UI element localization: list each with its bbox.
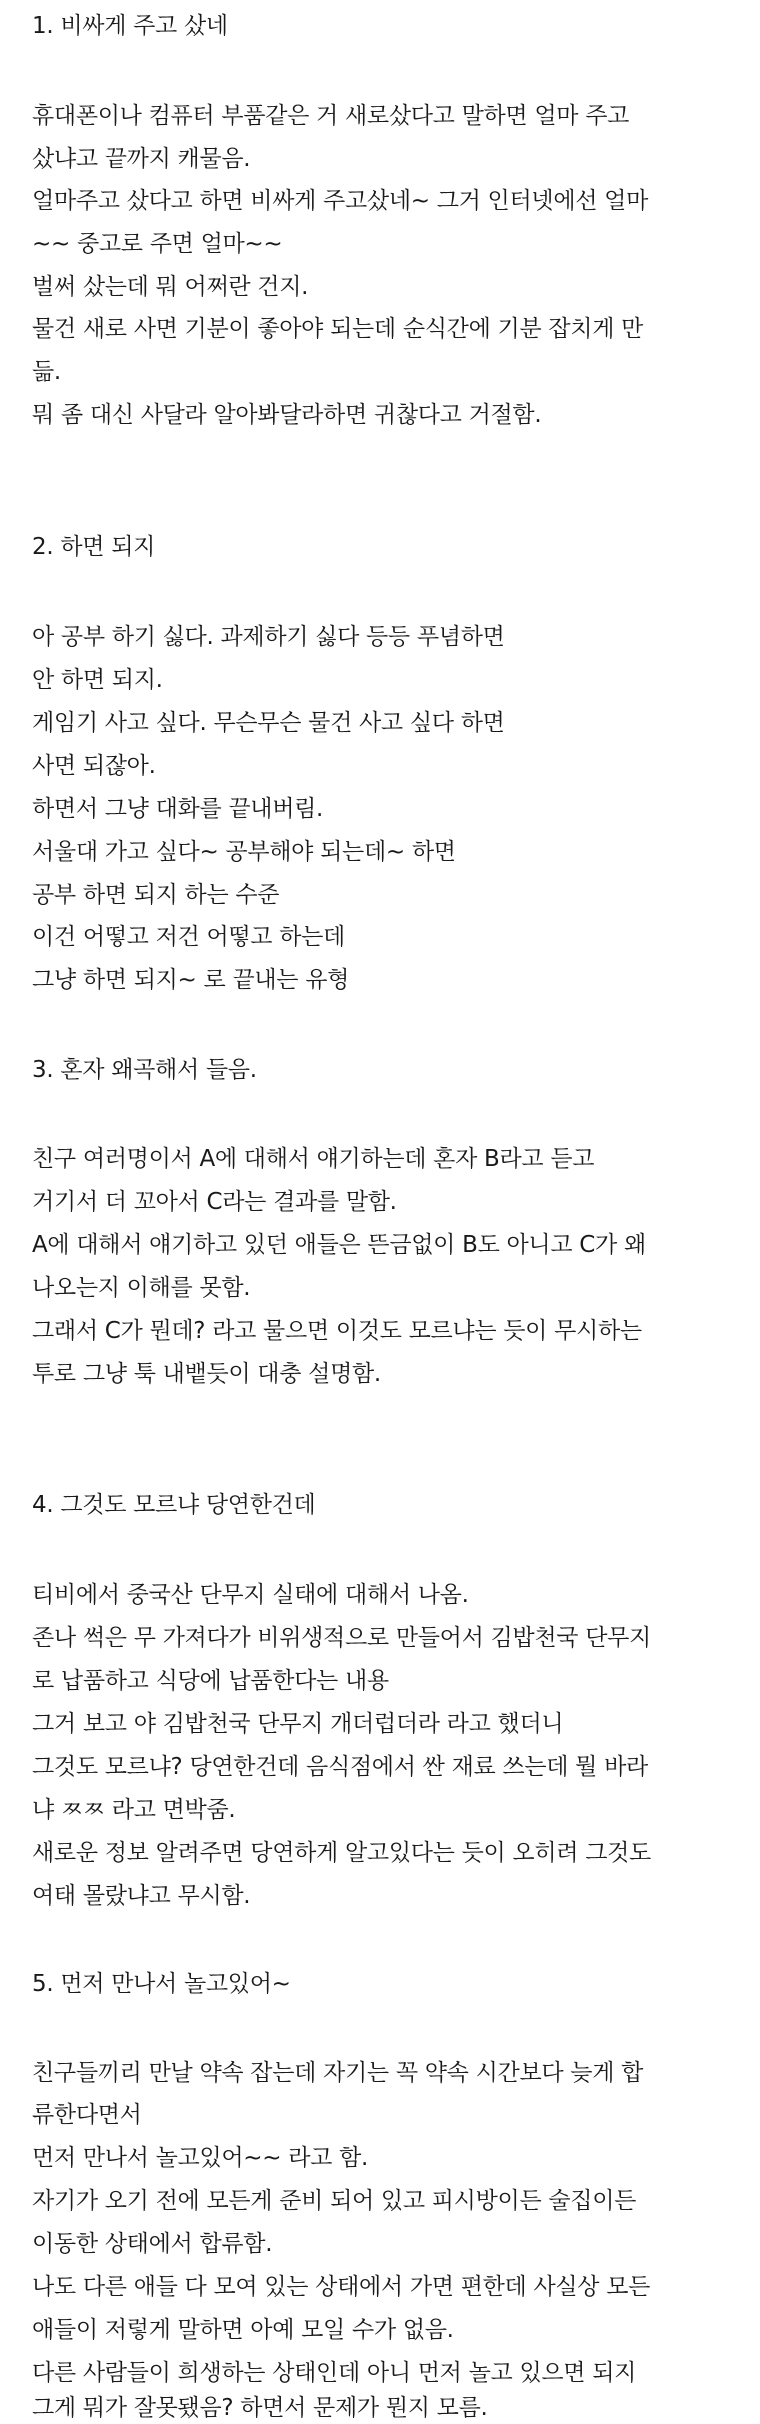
section-3-line-3: A에 대해서 얘기하고 있던 애들은 뜬금없이 B도 아니고 C가 왜 (32, 1232, 646, 1258)
section-5-line-5: 이동한 상태에서 합류함. (32, 2231, 273, 2257)
section-2-line-3: 게임기 사고 싶다. 무슨무슨 물건 사고 싶다 하면 (32, 710, 505, 736)
section-4-line-4: 그거 보고 야 김밥천국 단무지 개더럽더라 라고 했더니 (32, 1711, 564, 1737)
section-3-line-6: 투로 그냥 툭 내뱉듯이 대충 설명함. (32, 1361, 381, 1387)
section-5-line-4: 자기가 오기 전에 모든게 준비 되어 있고 피시방이든 술집이든 (32, 2188, 637, 2214)
section-5-line-7: 애들이 저렇게 말하면 아예 모일 수가 없음. (32, 2317, 454, 2343)
section-3-line-2: 거기서 더 꼬아서 C라는 결과를 말함. (32, 1189, 397, 1215)
section-5-line-1: 친구들끼리 만날 약속 잡는데 자기는 꼭 약속 시간보다 늦게 합 (32, 2060, 644, 2086)
section-4-title: 4. 그것도 모르냐 당연한건데 (32, 1492, 316, 1518)
section-3-line-4: 나오는지 이해를 못함. (32, 1275, 251, 1301)
section-2-line-9: 그냥 하면 되지~ 로 끝내는 유형 (32, 967, 350, 993)
section-4-line-2: 존나 썩은 무 가져다가 비위생적으로 만들어서 김밥천국 단무지 (32, 1625, 651, 1651)
section-1-line-2: 샀냐고 끝까지 캐물음. (32, 146, 251, 172)
section-3-title: 3. 혼자 왜곡해서 들음. (32, 1057, 257, 1083)
section-4-line-7: 새로운 정보 알려주면 당연하게 알고있다는 듯이 오히려 그것도 (32, 1840, 651, 1866)
section-5-line-8: 다른 사람들이 희생하는 상태인데 아니 먼저 놀고 있으면 되지 (32, 2360, 637, 2386)
section-4-line-8: 여태 몰랐냐고 무시함. (32, 1883, 251, 1909)
section-5-line-9: 그게 뭐가 잘못됐음? 하면서 문제가 뭔지 모름. (32, 2395, 488, 2421)
section-1-line-1: 휴대폰이나 컴퓨터 부품같은 거 새로샀다고 말하면 얼마 주고 (32, 103, 630, 129)
section-4-line-5: 그것도 모르냐? 당연한건데 음식점에서 싼 재료 쓰는데 뭘 바라 (32, 1754, 648, 1780)
section-2-line-5: 하면서 그냥 대화를 끝내버림. (32, 796, 324, 822)
section-4-line-3: 로 납품하고 식당에 납품한다는 내용 (32, 1668, 389, 1694)
section-2-line-1: 아 공부 하기 싫다. 과제하기 싫다 등등 푸념하면 (32, 624, 505, 650)
section-5-line-2: 류한다면서 (32, 2102, 142, 2128)
section-4-line-1: 티비에서 중국산 단무지 실태에 대해서 나옴. (32, 1582, 469, 1608)
section-1-line-7: 듦. (32, 359, 61, 385)
section-2-line-6: 서울대 가고 싶다~ 공부해야 되는데~ 하면 (32, 839, 456, 865)
section-2-line-4: 사면 되잖아. (32, 753, 156, 779)
section-1-title: 1. 비싸게 주고 샀네 (32, 13, 228, 39)
section-1-line-6: 물건 새로 사면 기분이 좋아야 되는데 순식간에 기분 잡치게 만 (32, 316, 644, 342)
section-1-line-8: 뭐 좀 대신 사달라 알아봐달라하면 귀찮다고 거절함. (32, 402, 542, 428)
section-5-line-6: 나도 다른 애들 다 모여 있는 상태에서 가면 편한데 사실상 모든 (32, 2274, 651, 2300)
section-2-line-2: 안 하면 되지. (32, 667, 163, 693)
section-5-title: 5. 먼저 만나서 놀고있어~ (32, 1971, 291, 1997)
section-1-line-3: 얼마주고 샀다고 하면 비싸게 주고샀네~ 그거 인터넷에선 얼마 (32, 188, 648, 214)
section-4-line-6: 냐 ㅉㅉ 라고 면박줌. (32, 1797, 236, 1823)
section-2-line-7: 공부 하면 되지 하는 수준 (32, 882, 280, 908)
section-2-title: 2. 하면 되지 (32, 534, 156, 560)
section-3-line-5: 그래서 C가 뭔데? 라고 물으면 이것도 모르냐는 듯이 무시하는 (32, 1318, 642, 1344)
section-3-line-1: 친구 여러명이서 A에 대해서 얘기하는데 혼자 B라고 듣고 (32, 1146, 595, 1172)
section-5-line-3: 먼저 만나서 놀고있어~~ 라고 함. (32, 2145, 369, 2171)
section-1-line-4: ~~ 중고로 주면 얼마~~ (32, 231, 283, 257)
section-1-line-5: 벌써 샀는데 뭐 어쩌란 건지. (32, 274, 309, 300)
section-2-line-8: 이건 어떻고 저건 어떻고 하는데 (32, 924, 345, 950)
